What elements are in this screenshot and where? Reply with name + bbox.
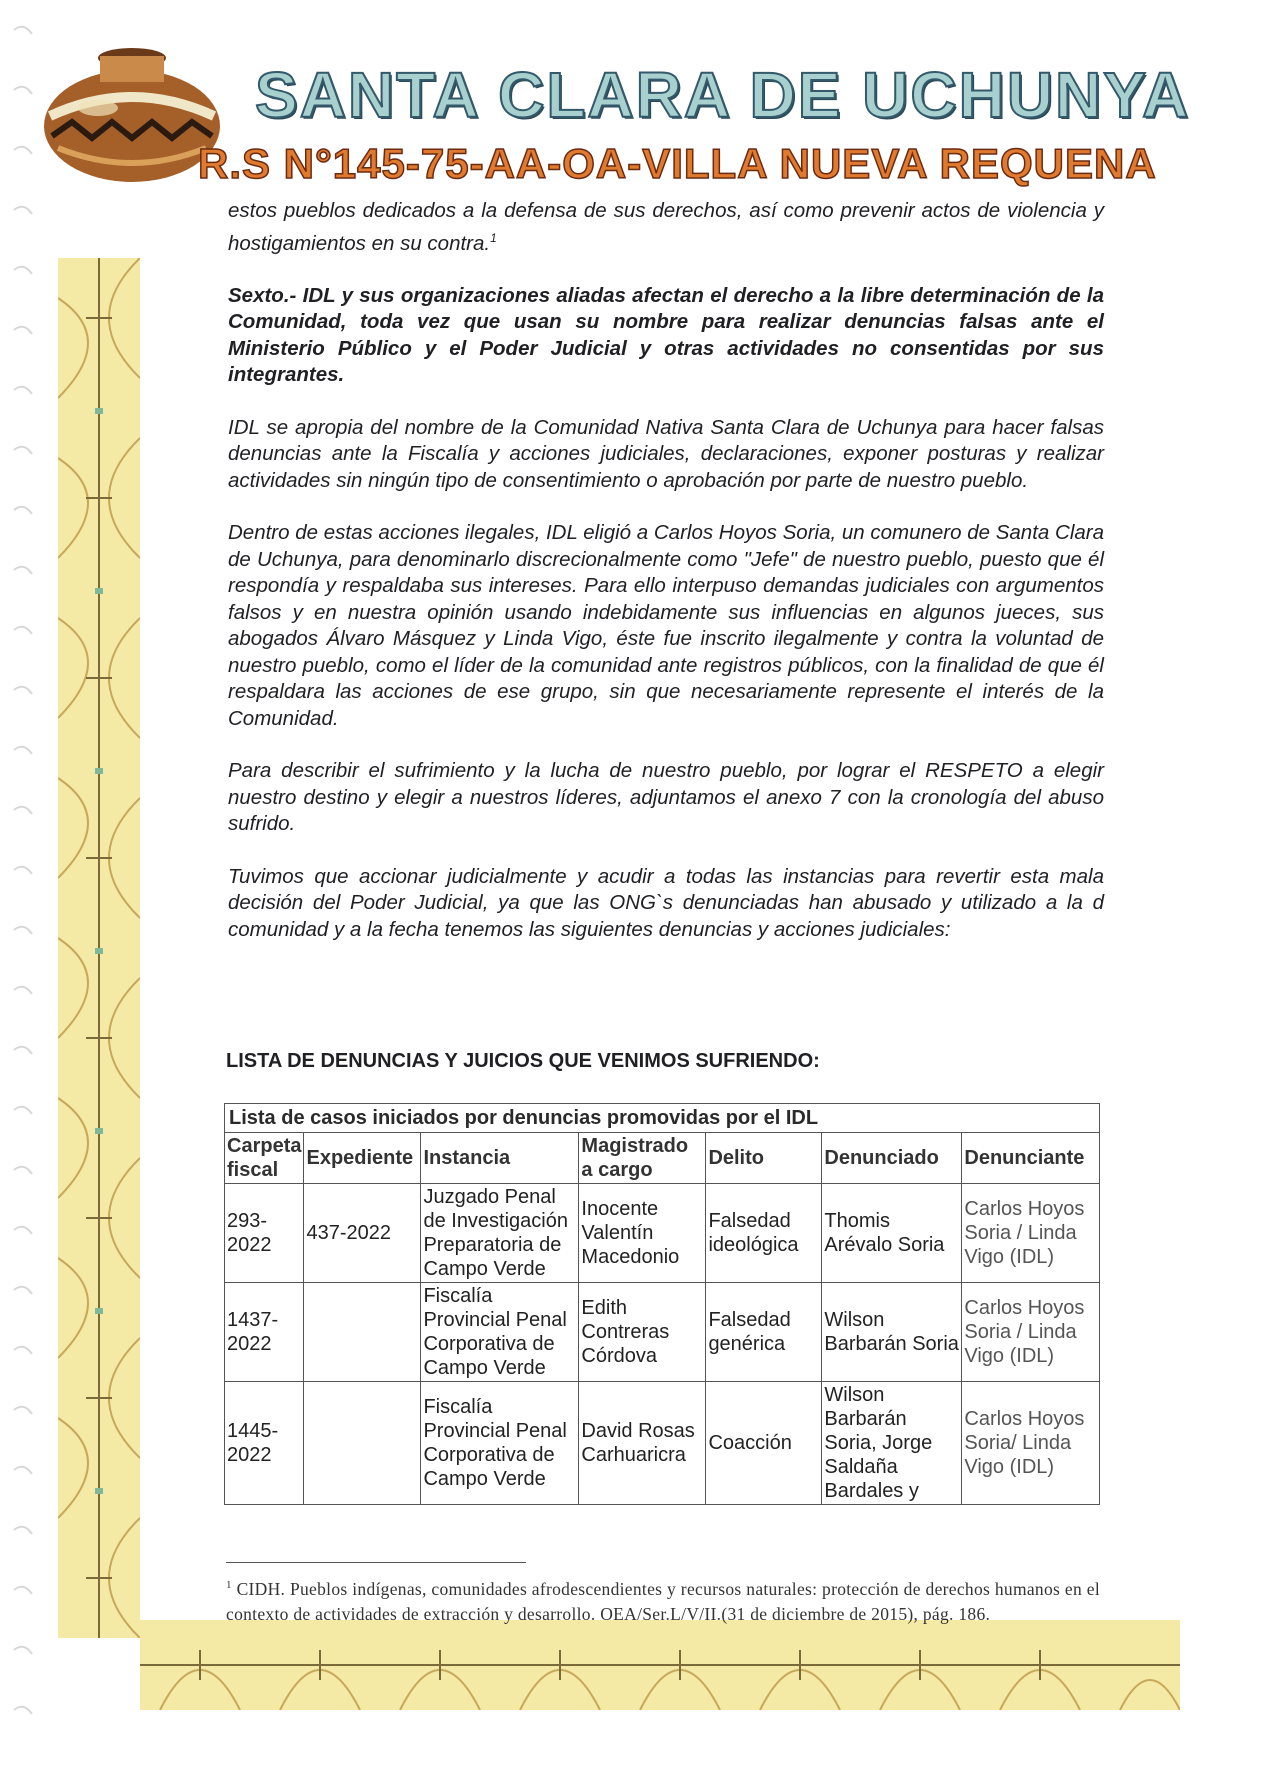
table-row <box>225 1382 1100 1505</box>
decorative-border-bottom <box>140 1620 1180 1710</box>
cell-denunciado: Thomis Arévalo Soria <box>822 1184 962 1283</box>
cell-denunciante: Carlos Hoyos Soria / Linda Vigo (IDL) <box>962 1184 1100 1283</box>
cell-denunciante: Carlos Hoyos Soria/ Linda Vigo (IDL) <box>962 1382 1100 1505</box>
cell-denunciado: Wilson Barbarán Soria <box>822 1283 962 1382</box>
cell-instancia: Fiscalía Provincial Penal Corporativa de Campo Verde <box>421 1382 579 1505</box>
cell-denunciado: Wilson Barbarán Soria, Jorge Saldaña Bardales y <box>822 1382 962 1505</box>
cases-table <box>224 1103 1100 1505</box>
paragraph-5: Tuvimos que accionar judicialmente y acudir a todas las instancias para revertir esta mala decisión del Poder Judicial, ya que las ONG`s denunciadas han abusado y utilizado a la d comunidad y a la fecha tenemos las siguientes denuncias y acciones judiciales: <box>228 864 1104 941</box>
decorative-border-left <box>58 258 140 1638</box>
header-carpeta: Carpeta fiscal <box>225 1133 304 1184</box>
list-heading: LISTA DE DENUNCIAS Y JUICIOS QUE VENIMOS SUFRIENDO: <box>226 1050 820 1072</box>
cell-delito: Coacción <box>706 1382 822 1505</box>
cell-instancia: Juzgado Penal de Investigación Preparatoria de Campo Verde <box>421 1184 579 1283</box>
header-magistrado: Magistrado a cargo <box>579 1133 706 1184</box>
header-denunciado: Denunciado <box>822 1133 962 1184</box>
cell-expediente <box>304 1283 421 1382</box>
cell-expediente: 437-2022 <box>304 1184 421 1283</box>
cell-denunciante: Carlos Hoyos Soria / Linda Vigo (IDL) <box>962 1283 1100 1382</box>
cell-carpeta: 1437-2022 <box>225 1283 304 1382</box>
footnote-reference: 1 <box>490 230 497 245</box>
footnote-text: CIDH. Pueblos indígenas, comunidades afrodescendientes y recursos naturales: protección de derechos humanos en el contexto de actividades de extracción y desarrollo. OEA/Ser.L/V/II.(31 de diciembre de 2015), pág. 186. <box>226 1578 1100 1624</box>
footnote-number: 1 <box>226 1579 232 1591</box>
spiral-binding <box>0 0 48 1767</box>
paragraph-4: Para describir el sufrimiento y la lucha de nuestro pueblo, por lograr el RESPETO a elegir nuestro destino y elegir a nuestros líderes, adjuntamos el anexo 7 con la cronología del abuso sufrido. <box>228 759 1104 836</box>
cell-delito: Falsedad ideológica <box>706 1184 822 1283</box>
footnote <box>226 1573 1100 1627</box>
paragraph-2: IDL se apropia del nombre de la Comunidad Nativa Santa Clara de Uchunya para hacer falsas denuncias ante la Fiscalía y acciones judiciales, declaraciones, exponer posturas y realizar actividades sin ningún tipo de consentimiento o aprobación por parte de nuestro pueblo. <box>228 415 1104 492</box>
cell-magistrado: Edith Contreras Córdova <box>579 1283 706 1382</box>
paragraph-sexto: Sexto.- IDL y sus organizaciones aliadas afectan el derecho a la libre determinación de la Comunidad, toda vez que usan su nombre para realizar denuncias falsas ante el Ministerio Público y el Poder Judicial y otras actividades no consentidas por sus integrantes. <box>228 283 1104 387</box>
table-caption: Lista de casos iniciados por denuncias promovidas por el IDL <box>225 1104 1100 1133</box>
footnote-divider <box>226 1562 526 1563</box>
header-denunciante: Denunciante <box>962 1133 1100 1184</box>
table-row <box>225 1184 1100 1283</box>
letter-body <box>228 198 1104 969</box>
paragraph-text: estos pueblos dedicados a la defensa de sus derechos, así como prevenir actos de violencia y hostigamientos en su contra. <box>228 199 1104 255</box>
cell-carpeta: 293-2022 <box>225 1184 304 1283</box>
header-instancia: Instancia <box>421 1133 579 1184</box>
cell-magistrado: David Rosas Carhuaricra <box>579 1382 706 1505</box>
paragraph-0 <box>228 198 1104 257</box>
community-title: SANTA CLARA DE UCHUNYA <box>255 59 1191 131</box>
cell-instancia: Fiscalía Provincial Penal Corporativa de Campo Verde <box>421 1283 579 1382</box>
paragraph-3: Dentro de estas acciones ilegales, IDL eligió a Carlos Hoyos Soria, un comunero de Santa Clara de Uchunya, para denominarlo discrecionalmente como "Jefe" de nuestro pueblo, puesto que él respondía y respaldaba sus intereses. Para ello interpuso demandas judiciales con argumentos falsos y en nuestra opinión usando indebidamente sus influencias en algunos jueces, sus abogados Álvaro Másquez y Linda Vigo, éste fue inscrito ilegalmente y contra la voluntad de nuestro pueblo, como el líder de la comunidad ante registros públicos, con la finalidad de que él respaldara las acciones de ese grupo, sin que necesariamente represente el interés de la Comunidad. <box>228 521 1104 730</box>
table-caption-row <box>225 1104 1100 1133</box>
header-delito: Delito <box>706 1133 822 1184</box>
cell-magistrado: Inocente Valentín Macedonio <box>579 1184 706 1283</box>
cell-expediente <box>304 1382 421 1505</box>
header-expediente: Expediente <box>304 1133 421 1184</box>
table-row <box>225 1283 1100 1382</box>
table-header-row <box>225 1133 1100 1184</box>
cell-delito: Falsedad genérica <box>706 1283 822 1382</box>
cell-carpeta: 1445-2022 <box>225 1382 304 1505</box>
registration-number: R.S N°145-75-AA-OA-VILLA NUEVA REQUENA <box>198 140 1157 187</box>
